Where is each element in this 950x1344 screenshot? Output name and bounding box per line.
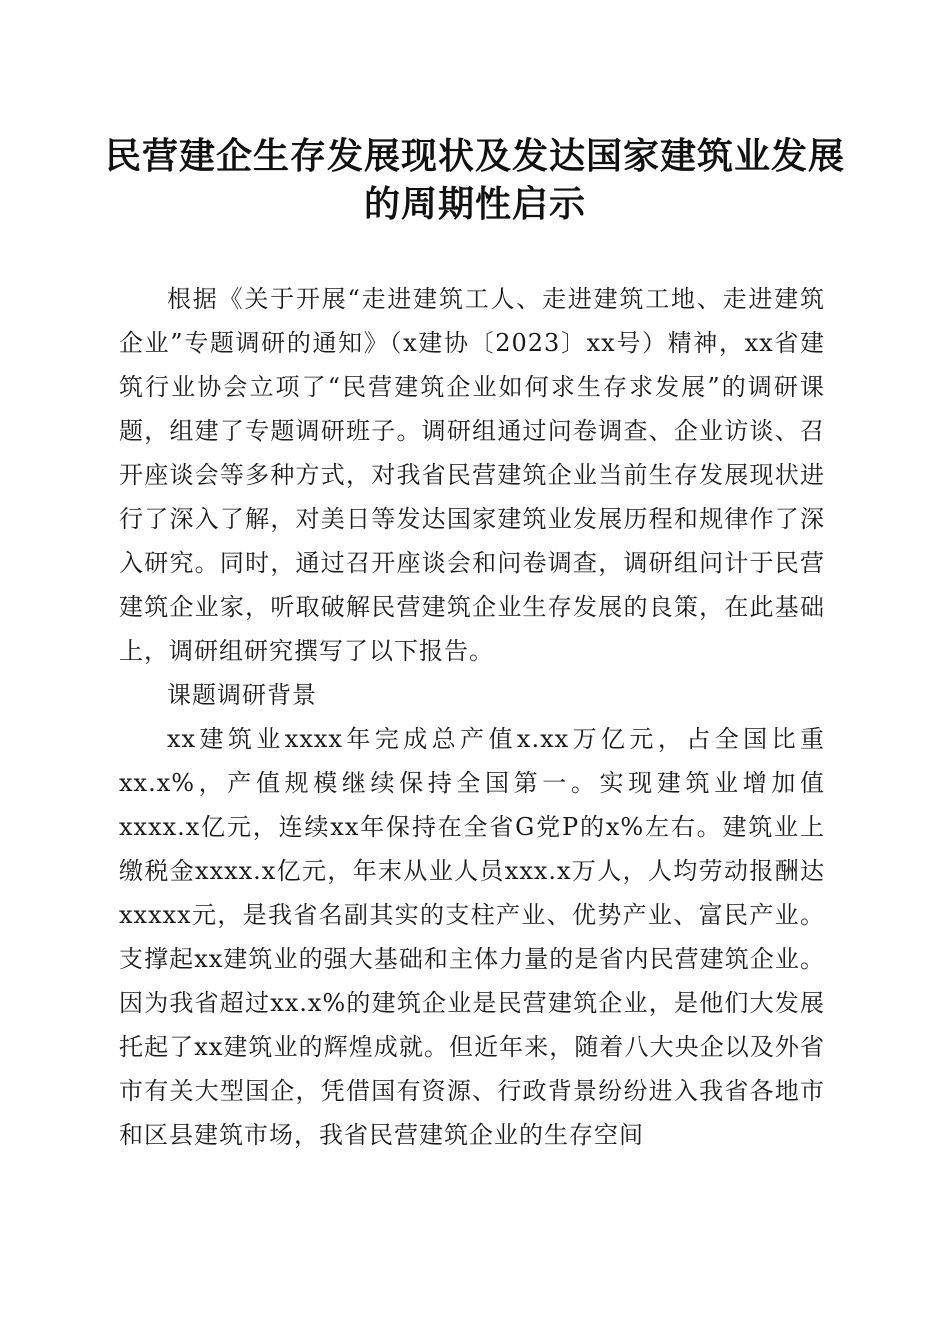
intro-paragraph: 根据《关于开展“走进建筑工人、走进建筑工地、走进建筑企业”专题调研的通知》（x建协〔2023〕xx号）精神，xx省建筑行业协会立项了“民营建筑企业如何求生存求发展”的调研课题，组建了专题调研班子。调研组通过问卷调查、企业访谈、召开座谈会等多种方式，对我省民营建筑企业当前生存发展现状进行了深入了解，对美日等发达国家建筑业发展历程和规律作了深入研究。同时，通过召开座谈会和问卷调查，调研组问计于民营建筑企业家，听取破解民营建筑企业生存发展的良策，在此基础上，调研组研究撰写了以下报告。 <box>119 285 825 665</box>
document-body <box>119 277 825 1157</box>
background-paragraph: xx建筑业xxxx年完成总产值x.xx万亿元，占全国比重xx.x%，产值规模继续保持全国第一。实现建筑业增加值xxxx.x亿元，连续xx年保持在全省G党P的x%左右。建筑业上缴税金xxxx.x亿元，年末从业人员xxx.x万人，人均劳动报酬达xxxxx元，是我省名副其实的支柱产业、优势产业、富民产业。支撑起xx建筑业的强大基础和主体力量的是省内民营建筑企业。因为我省超过xx.x%的建筑企业是民营建筑企业，是他们大发展托起了xx建筑业的辉煌成就。但近年来，随着八大央企以及外省市有关大型国企，凭借国有资源、行政背景纷纷进入我省各地市和区县建筑市场，我省民营建筑企业的生存空间 <box>119 725 825 1149</box>
document-title <box>100 132 850 228</box>
title-line-2: 的周期性启示 <box>363 183 586 225</box>
title-line-1: 民营建企生存发展现状及发达国家建筑业发展 <box>104 135 845 177</box>
section-heading: 课题调研背景 <box>167 681 317 709</box>
